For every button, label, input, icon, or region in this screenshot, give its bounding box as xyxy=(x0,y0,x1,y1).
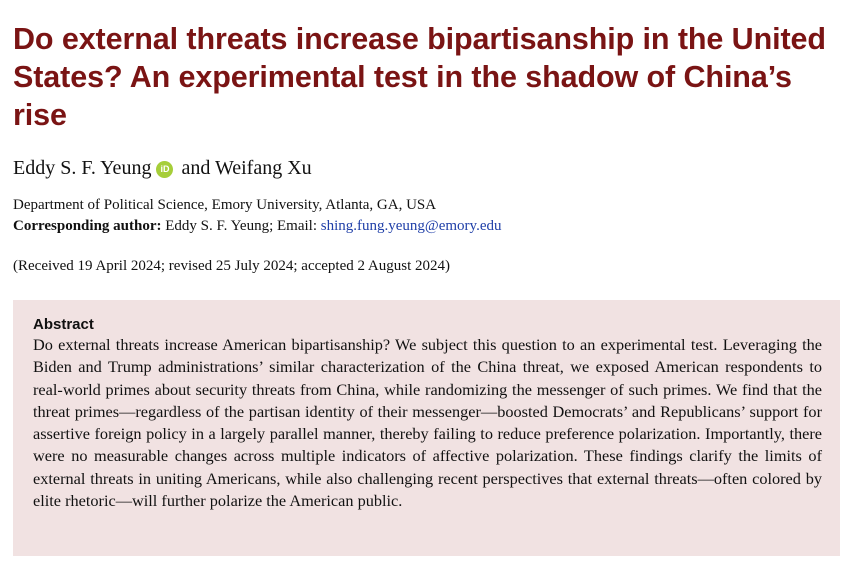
received-dates: (Received 19 April 2024; revised 25 July 2024; accepted 2 August 2024) xyxy=(13,258,450,274)
author-name: Weifang Xu xyxy=(214,157,312,179)
corresponding-author-text: Eddy S. F. Yeung; Email: xyxy=(161,218,321,234)
author-connector: and xyxy=(181,157,211,179)
author-line xyxy=(13,156,312,180)
abstract-heading: Abstract xyxy=(33,316,94,333)
abstract-text: Do external threats increase American bipartisanship? We subject this question to an experimental test. Leveraging the Biden and Trump administrations’ similar characterization of the China threat, we exposed American respondents to real-world primes about security threats from China, while randomizing the messenger of such primes. We find that the threat primes—regardless of the partisan identity of their messenger—boosted Democrats’ and Republicans’ support for assertive foreign policy in a largely parallel manner, thereby failing to reduce preference polarization. Importantly, there were no measurable changes across multiple indicators of affective polarization. These findings clarify the limits of external threats in uniting Americans, while also challenging recent perspectives that external threats—often colored by elite rhetoric—will further polarize the American public. xyxy=(33,335,822,511)
author-name: Eddy S. F. Yeung xyxy=(13,157,152,179)
corresponding-author xyxy=(13,216,501,236)
abstract-box xyxy=(13,300,840,556)
affiliation: Department of Political Science, Emory University, Atlanta, GA, USA xyxy=(13,197,437,213)
orcid-icon[interactable]: iD xyxy=(156,161,173,178)
corresponding-author-label: Corresponding author: xyxy=(13,218,162,234)
article-title: Do external threats increase bipartisanship in the United States? An experimental test in the shadow of China’s rise xyxy=(13,22,826,132)
email-link[interactable]: shing.fung.yeung@emory.edu xyxy=(320,218,502,234)
